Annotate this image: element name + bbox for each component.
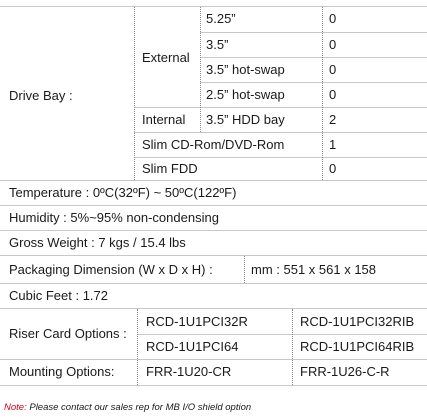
row-divider xyxy=(0,359,427,360)
packaging-value: mm : 551 x 561 x 158 xyxy=(251,262,377,277)
row-divider xyxy=(0,283,427,284)
mounting-label: Mounting Options: xyxy=(9,364,115,379)
row-divider xyxy=(200,82,427,83)
col-divider xyxy=(292,309,293,385)
mounting-option: FRR-1U26-C-R xyxy=(300,364,390,379)
bay-value: 0 xyxy=(329,37,337,52)
temperature-spec: Temperature : 0ºC(32ºF) ~ 50ºC(122ºF) xyxy=(9,185,237,200)
col-divider xyxy=(322,133,323,180)
riser-option: RCD-1U1PCI64 xyxy=(146,339,239,354)
row-divider xyxy=(0,180,427,181)
bay-value: 0 xyxy=(329,11,337,26)
bay-name: 5.25” xyxy=(206,11,236,26)
footnote xyxy=(4,402,251,414)
col-divider xyxy=(137,309,138,385)
internal-label: Internal xyxy=(142,112,186,127)
row-divider xyxy=(134,107,427,108)
bay-value: 1 xyxy=(329,137,337,152)
bay-value: 0 xyxy=(329,62,337,77)
col-divider xyxy=(244,256,245,283)
row-divider xyxy=(0,308,427,309)
row-divider xyxy=(0,205,427,206)
row-divider xyxy=(0,255,427,256)
riser-option: RCD-1U1PCI32R xyxy=(146,314,248,329)
riser-option: RCD-1U1PCI32RIB xyxy=(300,314,415,329)
external-label: External xyxy=(142,50,190,65)
drive-bay-label: Drive Bay : xyxy=(9,88,73,103)
bay-value: 0 xyxy=(329,87,337,102)
row-divider xyxy=(200,32,427,33)
note-text: Please contact our sales rep for MB I/O shield option xyxy=(29,402,252,413)
col-divider xyxy=(134,7,135,180)
bay-name: 3.5” xyxy=(206,37,229,52)
row-divider xyxy=(0,6,427,7)
row-divider xyxy=(137,334,427,335)
note-label: Note: xyxy=(4,402,27,413)
riser-card-label: Riser Card Options : xyxy=(9,326,127,341)
bay-value: 0 xyxy=(329,161,337,176)
packaging-label: Packaging Dimension (W x D x H) : xyxy=(9,262,213,277)
bay-name: Slim CD-Rom/DVD-Rom xyxy=(142,137,285,152)
bay-name: 3.5” HDD bay xyxy=(206,112,285,127)
mounting-option: FRR-1U20-CR xyxy=(146,364,232,379)
col-divider xyxy=(200,7,201,132)
bay-name: Slim FDD xyxy=(142,161,198,176)
row-divider xyxy=(134,132,427,133)
cubic-feet-spec: Cubic Feet : 1.72 xyxy=(9,288,108,303)
bay-name: 2.5” hot-swap xyxy=(206,87,285,102)
bay-name: 3.5” hot-swap xyxy=(206,62,285,77)
col-divider xyxy=(322,7,323,132)
riser-option: RCD-1U1PCI64RIB xyxy=(300,339,415,354)
row-divider xyxy=(134,157,427,158)
row-divider xyxy=(0,385,427,386)
bay-value: 2 xyxy=(329,112,337,127)
humidity-spec: Humidity : 5%~95% non-condensing xyxy=(9,210,219,225)
row-divider xyxy=(0,230,427,231)
row-divider xyxy=(200,57,427,58)
gross-weight-spec: Gross Weight : 7 kgs / 15.4 lbs xyxy=(9,235,186,250)
